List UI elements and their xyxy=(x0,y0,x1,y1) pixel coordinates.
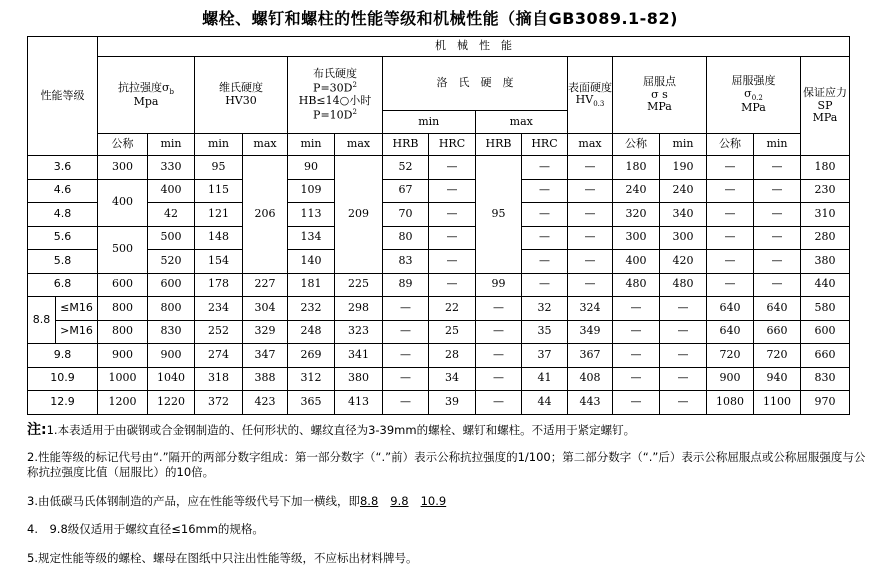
hrc-min-cell: 39 xyxy=(429,391,476,415)
tensile-min-cell: 400 xyxy=(148,179,195,203)
vickers-max-cell: 388 xyxy=(243,367,288,391)
subhead-min: min xyxy=(195,134,243,156)
yield-min-cell: — xyxy=(660,367,707,391)
yield-min-cell: 480 xyxy=(660,273,707,297)
tensile-nominal-cell: 500 xyxy=(98,226,148,273)
vickers-min-cell: 148 xyxy=(195,226,243,250)
tensile-min-cell: 830 xyxy=(148,320,195,344)
hrb-max-cell: — xyxy=(476,320,522,344)
subhead-min: min xyxy=(148,134,195,156)
yield-min-cell: 340 xyxy=(660,203,707,227)
vickers-max-cell: 329 xyxy=(243,320,288,344)
yield-strength-nominal-cell: 1080 xyxy=(707,391,754,415)
tensile-min-cell: 900 xyxy=(148,344,195,368)
tensile-nominal-cell: 300 xyxy=(98,156,148,180)
hrc-max-cell: — xyxy=(522,226,568,250)
brinell-max-cell: 380 xyxy=(335,367,383,391)
grade-cell: 4.6 xyxy=(28,179,98,203)
proof-stress-cell: 580 xyxy=(801,297,850,321)
vickers-min-cell: 372 xyxy=(195,391,243,415)
proof-stress-cell: 970 xyxy=(801,391,850,415)
brinell-min-cell: 181 xyxy=(288,273,335,297)
vickers-min-cell: 178 xyxy=(195,273,243,297)
hrb-min-cell: 67 xyxy=(383,179,429,203)
proof-stress-cell: 230 xyxy=(801,179,850,203)
hrc-max-cell: — xyxy=(522,273,568,297)
tensile-min-cell: 330 xyxy=(148,156,195,180)
brinell-max-cell: 225 xyxy=(335,273,383,297)
brinell-min-cell: 312 xyxy=(288,367,335,391)
subhead-max: max xyxy=(335,134,383,156)
hrb-max-cell: — xyxy=(476,367,522,391)
table-row xyxy=(28,344,850,368)
surface-max-cell: 367 xyxy=(568,344,613,368)
yield-strength-nominal-cell: — xyxy=(707,273,754,297)
subhead-max: max xyxy=(568,134,613,156)
hrb-min-cell: 83 xyxy=(383,250,429,274)
vickers-min-cell: 121 xyxy=(195,203,243,227)
yield-strength-min-cell: — xyxy=(754,156,801,180)
grade-sub-cell: >M16 xyxy=(56,320,98,344)
hrc-min-cell: 34 xyxy=(429,367,476,391)
brinell-min-cell: 113 xyxy=(288,203,335,227)
note-1: 注:1.本表适用于由碳钢或合金钢制造的、任何形状的、螺纹直径为3-39mm的螺栓、螺钉和螺柱。不适用于紧定螺钉。 xyxy=(27,422,636,438)
hrb-min-cell: 80 xyxy=(383,226,429,250)
hrb-min-cell: 52 xyxy=(383,156,429,180)
yield-header: 屈服点 σ s MPa xyxy=(613,57,707,134)
hrb-min-cell: — xyxy=(383,391,429,415)
proof-stress-cell: 600 xyxy=(801,320,850,344)
vickers-max-cell: 423 xyxy=(243,391,288,415)
proof-stress-cell: 660 xyxy=(801,344,850,368)
proof-stress-cell: 440 xyxy=(801,273,850,297)
hrb-max-cell: 99 xyxy=(476,273,522,297)
note-2: 2.性能等级的标记代号由“.”隔开的两部分数字组成：第一部分数字（“.”前）表示公称抗拉强度的1/100；第二部分数字（“.”后）表示公称屈服点或公称屈服强度与公称抗拉强度比值（屈服比）的10倍。 xyxy=(27,450,866,479)
brinell-min-cell: 365 xyxy=(288,391,335,415)
proof-stress-cell: 180 xyxy=(801,156,850,180)
tensile-min-cell: 1040 xyxy=(148,367,195,391)
subhead-min: min xyxy=(660,134,707,156)
yield-strength-nominal-cell: 640 xyxy=(707,297,754,321)
surface-max-cell: 324 xyxy=(568,297,613,321)
brinell-max-cell: 209 xyxy=(335,156,383,274)
surface-max-cell: 443 xyxy=(568,391,613,415)
yield-strength-min-cell: 1100 xyxy=(754,391,801,415)
hrc-max-cell: — xyxy=(522,156,568,180)
hrc-max-cell: — xyxy=(522,179,568,203)
brinell-max-cell: 413 xyxy=(335,391,383,415)
yield-strength-nominal-cell: 640 xyxy=(707,320,754,344)
hrc-min-cell: 28 xyxy=(429,344,476,368)
proof-stress-cell: 280 xyxy=(801,226,850,250)
table-row xyxy=(28,273,850,297)
tensile-min-cell: 520 xyxy=(148,250,195,274)
hrc-max-cell: 32 xyxy=(522,297,568,321)
hrb-min-cell: — xyxy=(383,344,429,368)
grade-cell: 9.8 xyxy=(28,344,98,368)
hrc-min-cell: — xyxy=(429,226,476,250)
note-3: 3.由低碳马氏体钢制造的产品，应在性能等级代号下加一横线，即8.8 9.8 10.9 xyxy=(27,494,447,508)
grade-cell: 5.8 xyxy=(28,250,98,274)
hrc-max-cell: 44 xyxy=(522,391,568,415)
yield-strength-min-cell: — xyxy=(754,179,801,203)
subhead-min: min xyxy=(754,134,801,156)
hrb-max-cell: — xyxy=(476,297,522,321)
hrc-min-cell: 25 xyxy=(429,320,476,344)
table-row xyxy=(28,203,850,227)
yield-strength-nominal-cell: — xyxy=(707,203,754,227)
brinell-min-cell: 269 xyxy=(288,344,335,368)
tensile-min-cell: 42 xyxy=(148,203,195,227)
surface-max-cell: — xyxy=(568,273,613,297)
vickers-max-cell: 206 xyxy=(243,156,288,274)
surface-header: 表面硬度$HV_{0.3}$ xyxy=(568,57,613,134)
yield-strength-min-cell: — xyxy=(754,250,801,274)
hrb-min-cell: — xyxy=(383,297,429,321)
grade-sub-cell: ≤M16 xyxy=(56,297,98,321)
yield-strength-min-cell: — xyxy=(754,273,801,297)
tensile-min-cell: 800 xyxy=(148,297,195,321)
brinell-min-cell: 232 xyxy=(288,297,335,321)
yield-strength-min-cell: 660 xyxy=(754,320,801,344)
yield-strength-nominal-cell: — xyxy=(707,156,754,180)
yield-nominal-cell: — xyxy=(613,320,660,344)
grade-cell: 4.8 xyxy=(28,203,98,227)
yield-nominal-cell: — xyxy=(613,297,660,321)
brinell-min-cell: 109 xyxy=(288,179,335,203)
tensile-min-cell: 600 xyxy=(148,273,195,297)
hrc-min-cell: 22 xyxy=(429,297,476,321)
yield-strength-min-cell: 940 xyxy=(754,367,801,391)
vickers-min-cell: 95 xyxy=(195,156,243,180)
hrc-min-cell: — xyxy=(429,250,476,274)
grade-cell: 6.8 xyxy=(28,273,98,297)
yield-min-cell: 240 xyxy=(660,179,707,203)
hrc-min-cell: — xyxy=(429,273,476,297)
hrc-min-cell: — xyxy=(429,156,476,180)
vickers-min-cell: 274 xyxy=(195,344,243,368)
brinell-max-cell: 298 xyxy=(335,297,383,321)
tensile-nominal-cell: 800 xyxy=(98,297,148,321)
yield-nominal-cell: 400 xyxy=(613,250,660,274)
surface-max-cell: — xyxy=(568,226,613,250)
subhead-hrb: HRB xyxy=(476,134,522,156)
subhead-hrc: HRC xyxy=(522,134,568,156)
tensile-nominal-cell: 900 xyxy=(98,344,148,368)
surface-max-cell: — xyxy=(568,156,613,180)
vickers-max-cell: 227 xyxy=(243,273,288,297)
hrc-max-cell: 37 xyxy=(522,344,568,368)
yield-min-cell: 300 xyxy=(660,226,707,250)
brinell-min-cell: 248 xyxy=(288,320,335,344)
vickers-min-cell: 154 xyxy=(195,250,243,274)
vickers-max-cell: 304 xyxy=(243,297,288,321)
yield-min-cell: 420 xyxy=(660,250,707,274)
brinell-min-cell: 90 xyxy=(288,156,335,180)
yield-strength-nominal-cell: — xyxy=(707,179,754,203)
surface-max-cell: — xyxy=(568,179,613,203)
tensile-min-cell: 1220 xyxy=(148,391,195,415)
yield-min-cell: — xyxy=(660,344,707,368)
grade-header: 性能等级 xyxy=(28,37,98,156)
yield-nominal-cell: — xyxy=(613,391,660,415)
yield-nominal-cell: 240 xyxy=(613,179,660,203)
yield-min-cell: — xyxy=(660,297,707,321)
yield-strength-min-cell: 640 xyxy=(754,297,801,321)
subhead-hrc: HRC xyxy=(429,134,476,156)
yield-strength-min-cell: 720 xyxy=(754,344,801,368)
vickers-min-cell: 234 xyxy=(195,297,243,321)
grade-cell: 3.6 xyxy=(28,156,98,180)
yield-strength-min-cell: — xyxy=(754,226,801,250)
hrc-max-cell: 35 xyxy=(522,320,568,344)
yield-nominal-cell: 300 xyxy=(613,226,660,250)
table-row xyxy=(28,156,850,180)
vickers-min-cell: 318 xyxy=(195,367,243,391)
table-row xyxy=(28,250,850,274)
grade-cell: 10.9 xyxy=(28,367,98,391)
brinell-min-cell: 134 xyxy=(288,226,335,250)
tensile-nominal-cell: 1000 xyxy=(98,367,148,391)
note-5: 5.规定性能等级的螺栓、螺母在图纸中只注出性能等级，不应标出材料牌号。 xyxy=(27,551,418,565)
grade-cell: 12.9 xyxy=(28,391,98,415)
hrc-max-cell: — xyxy=(522,203,568,227)
subhead-min: min xyxy=(288,134,335,156)
hrc-max-cell: — xyxy=(522,250,568,274)
hrb-min-cell: — xyxy=(383,320,429,344)
vickers-max-cell: 347 xyxy=(243,344,288,368)
surface-max-cell: — xyxy=(568,250,613,274)
yield-nominal-cell: — xyxy=(613,344,660,368)
subhead-hrb: HRB xyxy=(383,134,429,156)
surface-max-cell: 408 xyxy=(568,367,613,391)
proof-stress-cell: 830 xyxy=(801,367,850,391)
brinell-min-cell: 140 xyxy=(288,250,335,274)
grade-cell: 8.8 xyxy=(28,297,56,344)
note-4: 4. 9.8级仅适用于螺纹直径≤16mm的规格。 xyxy=(27,522,264,536)
yield-nominal-cell: 480 xyxy=(613,273,660,297)
tensile-nominal-cell: 600 xyxy=(98,273,148,297)
subhead-nominal: 公称 xyxy=(98,134,148,156)
proof-stress-cell: 380 xyxy=(801,250,850,274)
yield-min-cell: — xyxy=(660,391,707,415)
hrb-max-cell: — xyxy=(476,344,522,368)
table-row xyxy=(28,179,850,203)
tensile-header: 抗拉强度$\sigma_b$ Mpa xyxy=(98,57,195,134)
brinell-max-cell: 323 xyxy=(335,320,383,344)
table-row xyxy=(28,391,850,415)
vickers-header: 维氏硬度 HV30 xyxy=(195,57,288,134)
yield-nominal-cell: 320 xyxy=(613,203,660,227)
table-row xyxy=(28,367,850,391)
tensile-nominal-cell: 800 xyxy=(98,320,148,344)
yield-strength-nominal-cell: 720 xyxy=(707,344,754,368)
subhead-nominal: 公称 xyxy=(613,134,660,156)
hrb-max-cell: — xyxy=(476,391,522,415)
hrb-max-cell: 95 xyxy=(476,156,522,274)
subhead-max: max xyxy=(243,134,288,156)
yield-min-cell: — xyxy=(660,320,707,344)
yield-strength-nominal-cell: — xyxy=(707,226,754,250)
table-row xyxy=(28,297,850,321)
hrb-min-cell: 70 xyxy=(383,203,429,227)
rockwell-header: 洛 氏 硬 度 min max xyxy=(383,57,568,134)
brinell-max-cell: 341 xyxy=(335,344,383,368)
brinell-header: 布氏硬度 $P=30D^2$ HB≤14○小时 $P=10D^2$ xyxy=(288,57,383,134)
proof-header: 保证应力 SP MPa xyxy=(801,57,850,156)
yield-strength-nominal-cell: — xyxy=(707,250,754,274)
table-row xyxy=(28,320,850,344)
hrb-min-cell: — xyxy=(383,367,429,391)
yield-strength-header: 屈服强度 $\sigma_{0.2}$ MPa xyxy=(707,57,801,134)
yield-strength-nominal-cell: 900 xyxy=(707,367,754,391)
surface-max-cell: 349 xyxy=(568,320,613,344)
vickers-min-cell: 252 xyxy=(195,320,243,344)
yield-nominal-cell: — xyxy=(613,367,660,391)
table-row xyxy=(28,226,850,250)
hrc-min-cell: — xyxy=(429,179,476,203)
yield-nominal-cell: 180 xyxy=(613,156,660,180)
tensile-nominal-cell: 400 xyxy=(98,179,148,226)
proof-stress-cell: 310 xyxy=(801,203,850,227)
mech-header: 机 械 性 能 xyxy=(98,37,850,57)
vickers-min-cell: 115 xyxy=(195,179,243,203)
surface-max-cell: — xyxy=(568,203,613,227)
page-title: 螺栓、螺钉和螺柱的性能等级和机械性能（摘自GB3089.1-82) xyxy=(202,9,678,28)
hrb-min-cell: 89 xyxy=(383,273,429,297)
tensile-nominal-cell: 1200 xyxy=(98,391,148,415)
hrc-min-cell: — xyxy=(429,203,476,227)
yield-min-cell: 190 xyxy=(660,156,707,180)
yield-strength-min-cell: — xyxy=(754,203,801,227)
grade-cell: 5.6 xyxy=(28,226,98,250)
subhead-nominal: 公称 xyxy=(707,134,754,156)
tensile-min-cell: 500 xyxy=(148,226,195,250)
hrc-max-cell: 41 xyxy=(522,367,568,391)
property-table xyxy=(27,36,850,415)
